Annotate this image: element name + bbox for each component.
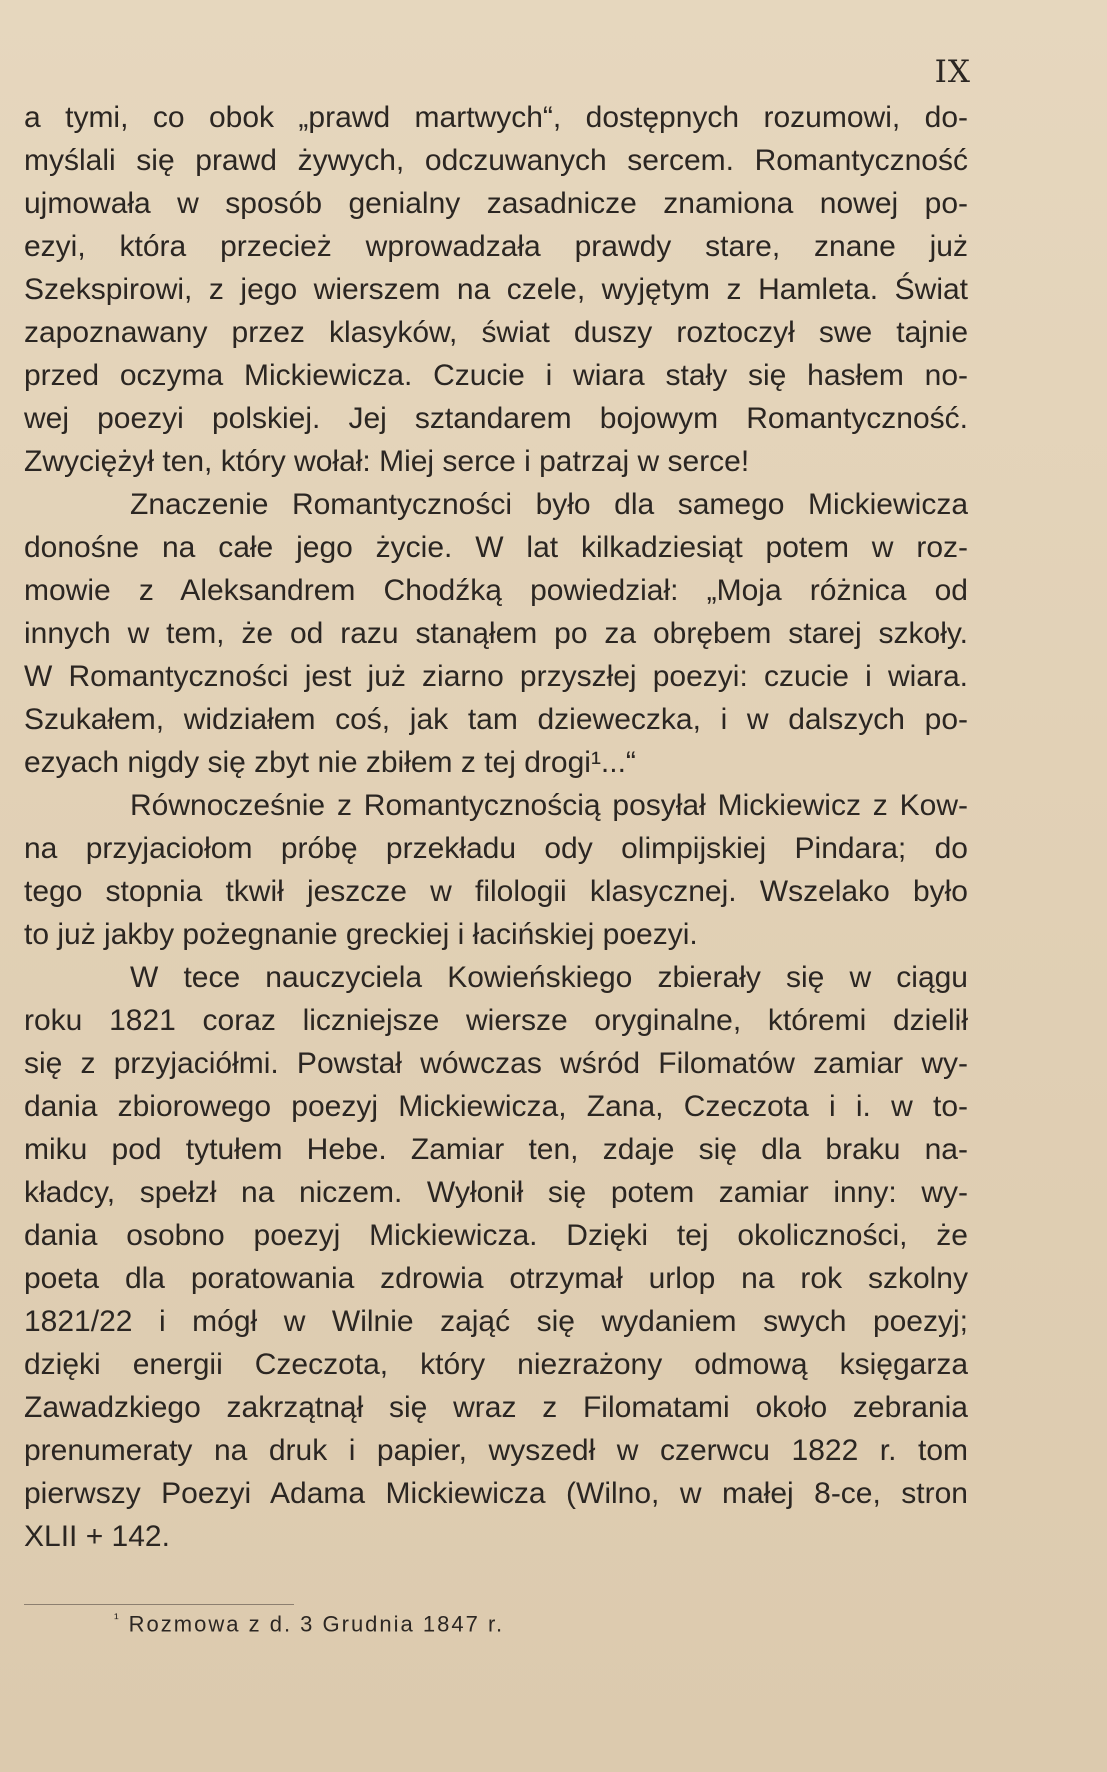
text-line: ujmowała w sposób genialny zasadnicze znamiona nowej po-: [24, 187, 968, 220]
text-line: W tece nauczyciela Kowieńskiego zbierały się w ciągu: [130, 961, 968, 994]
text-line: mowie z Aleksandrem Chodźką powiedział: „Moja różnica od: [24, 574, 968, 607]
text-line: to już jakby pożegnanie greckiej i łacińskiej poezyi.: [24, 918, 698, 951]
footnote-marker: ¹: [114, 1610, 121, 1626]
text-line: tego stopnia tkwił jeszcze w filologii klasycznej. Wszelako było: [24, 875, 968, 908]
text-line: kładcy, spełzł na niczem. Wyłonił się potem zamiar inny: wy-: [24, 1176, 968, 1209]
text-line: roku 1821 coraz liczniejsze wiersze oryginalne, któremi dzielił: [24, 1004, 968, 1037]
text-line: XLII + 142.: [24, 1520, 170, 1553]
text-line: dzięki energii Czeczota, który niezrażony odmową księgarza: [24, 1348, 968, 1381]
text-line: na przyjaciołom próbę przekładu ody olimpijskiej Pindara; do: [24, 832, 968, 865]
body-text: [24, 96, 968, 1558]
text-line: dania osobno poezyj Mickiewicza. Dzięki tej okoliczności, że: [24, 1219, 968, 1252]
text-line: wej poezyi polskiej. Jej sztandarem bojowym Romantyczność.: [24, 402, 968, 435]
text-line: a tymi, co obok „prawd martwych“, dostępnych rozumowi, do-: [24, 101, 968, 134]
text-line: Równocześnie z Romantycznością posyłał Mickiewicz z Kow-: [130, 789, 968, 822]
text-line: donośne na całe jego życie. W lat kilkadziesiąt potem w roz-: [24, 531, 968, 564]
text-line: dania zbiorowego poezyj Mickiewicza, Zana, Czeczota i i. w to-: [24, 1090, 968, 1123]
text-line: pierwszy Poezyi Adama Mickiewicza (Wilno, w małej 8-ce, stron: [24, 1477, 968, 1510]
text-line: innych w tem, że od razu stanąłem po za obrębem starej szkoły.: [24, 617, 968, 650]
text-line: Zawadzkiego zakrzątnął się wraz z Filomatami około zebrania: [24, 1391, 968, 1424]
text-line: się z przyjaciółmi. Powstał wówczas wśród Filomatów zamiar wy-: [24, 1047, 968, 1080]
text-line: W Romantyczności jest już ziarno przyszłej poezyi: czucie i wiara.: [24, 660, 968, 693]
text-line: ezyach nigdy się zbyt nie zbiłem z tej drogi¹...“: [24, 746, 636, 779]
page-number: IX: [934, 54, 971, 90]
text-line: myślali się prawd żywych, odczuwanych sercem. Romantyczność: [24, 144, 968, 177]
text-line: Szukałem, widziałem coś, jak tam dzieweczka, i w dalszych po-: [24, 703, 968, 736]
footnote-divider: [24, 1604, 294, 1605]
text-line: ezyi, która przecież wprowadzała prawdy stare, znane już: [24, 230, 968, 263]
text-line: miku pod tytułem Hebe. Zamiar ten, zdaje się dla braku na-: [24, 1133, 968, 1166]
footnote-text: Rozmowa z d. 3 Grudnia 1847 r.: [128, 1611, 505, 1637]
text-line: Szekspirowi, z jego wierszem na czele, wyjętym z Hamleta. Świat: [24, 273, 968, 306]
footnote: [114, 1610, 504, 1637]
text-line: przed oczyma Mickiewicza. Czucie i wiara stały się hasłem no-: [24, 359, 968, 392]
text-line: poeta dla poratowania zdrowia otrzymał urlop na rok szkolny: [24, 1262, 968, 1295]
text-line: Znaczenie Romantyczności było dla samego Mickiewicza: [130, 488, 968, 521]
text-line: prenumeraty na druk i papier, wyszedł w czerwcu 1822 r. tom: [24, 1434, 968, 1467]
text-line: zapoznawany przez klasyków, świat duszy roztoczył swe tajnie: [24, 316, 968, 349]
text-line: Zwyciężył ten, który wołał: Miej serce i patrzaj w serce!: [24, 445, 750, 478]
text-line: 1821/22 i mógł w Wilnie zająć się wydaniem swych poezyj;: [24, 1305, 968, 1338]
